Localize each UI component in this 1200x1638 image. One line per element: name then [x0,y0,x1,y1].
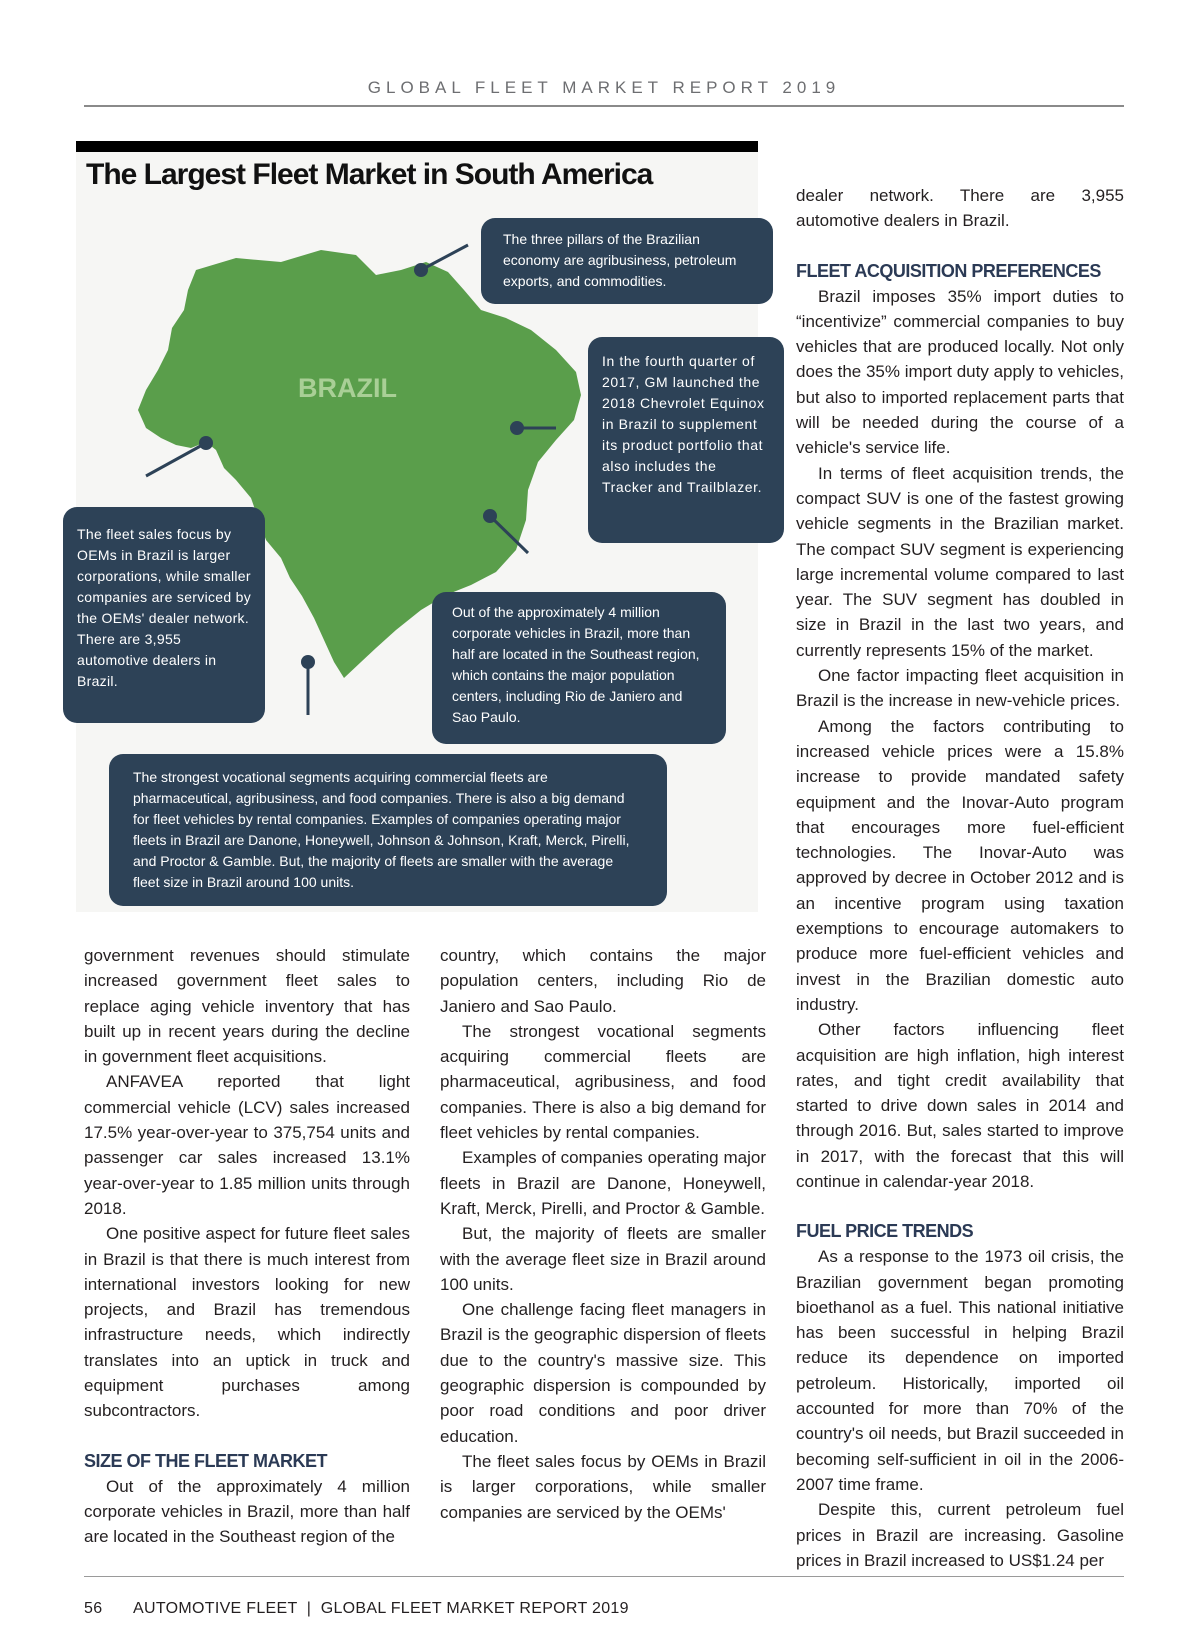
callout-gm-equinox: In the fourth quarter of 2017, GM launched the 2018 Chevrolet Equinox in Brazil to supplement its product portfolio that also includes the Tracker and Trailblazer. [588,337,784,543]
paragraph: government revenues should stimulate increased government fleet sales to replace aging vehicle inventory that has built up in recent years during the decline in government fleet acquisitions. [84,946,410,1067]
paragraph: Examples of companies operating major fleets in Brazil are Danone, Honeywell, Kraft, Merck, Pirelli, and Proctor & Gamble. [440,1148,766,1218]
paragraph: One factor impacting fleet acquisition in Brazil is the increase in new-vehicle prices. [796,666,1124,711]
paragraph: The strongest vocational segments acquiring commercial fleets are pharmaceutical, agribusiness, and food companies. There is also a big demand for fleet vehicles by rental companies. [440,1021,766,1143]
paragraph: Out of the approximately 4 million corporate vehicles in Brazil, more than half are located in the Southeast region of the [84,1476,410,1547]
section-heading-fleet-size: SIZE OF THE FLEET MARKET [84,1450,327,1471]
infographic-title: The Largest Fleet Market in South America [86,158,653,191]
map-label: BRAZIL [298,373,397,403]
paragraph: Brazil imposes 35% import duties to “incentivize” commercial companies to buy vehicles that are produced locally. Not only does the 35% import duty apply to vehicles, but also to imported replacement parts that will be needed during the course of a vehicle's service life. [796,286,1124,458]
callout-southeast-region: Out of the approximately 4 million corporate vehicles in Brazil, more than half are located in the Southeast region, which contains the major population centers, including Rio de Janiero and Sao Paulo. [432,592,726,744]
paragraph: Despite this, current petroleum fuel prices in Brazil are increasing. Gasoline prices in Brazil increased to US$1.24 per [796,1500,1124,1570]
callout-oem-focus: The fleet sales focus by OEMs in Brazil is larger corporations, while smaller companies are serviced by the OEMs' dealer network. There are 3,955 automotive dealers in Brazil. [63,507,265,723]
paragraph: One positive aspect for future fleet sales in Brazil is that there is much interest from international investors looking for new projects, and Brazil has tremendous infrastructure needs, which indirectly translates into an uptick in truck and equipment purchases among subcontractors. [84,1224,410,1421]
section-heading-fuel-price: FUEL PRICE TRENDS [796,1221,974,1242]
header-rule [84,105,1124,107]
section-heading-acquisition: FLEET ACQUISITION PREFERENCES [796,260,1101,281]
body-column-2 [440,943,766,1525]
paragraph: In terms of fleet acquisition trends, the compact SUV is one of the fastest growing vehicle segments in the Brazilian market. The compact SUV segment is experiencing large incremental volume compared to last year. The SUV segment has doubled in size in Brazil in the last two years, and currently represents 15% of the market. [796,463,1124,660]
paragraph: The fleet sales focus by OEMs in Brazil is larger corporations, while smaller companies are serviced by the OEMs' [440,1451,766,1522]
page-number: 56 [84,1600,103,1617]
running-header: GLOBAL FLEET MARKET REPORT 2019 [367,78,841,97]
body-column-1 [84,943,410,1550]
paragraph: Among the factors contributing to increased vehicle prices were a 15.8% increase to provide mandated safety equipment and the Inovar-Auto program that encourages more fuel-efficient technologies. The Inovar-Auto was approved by decree in October 2012 and is an incentive program using taxation exemptions to encourage automakers to produce more fuel-efficient vehicles and invest in the Brazilian domestic auto industry. [796,716,1124,1014]
paragraph: ANFAVEA reported that light commercial vehicle (LCV) sales increased 17.5% year-over-year to 375,754 units and passenger car sales increased 13.1% year-over-year to 1.85 million units through 2018. [84,1072,410,1218]
page-footer [84,1600,629,1618]
infographic-top-bar [76,141,758,152]
footer-publication: AUTOMOTIVE FLEET | GLOBAL FLEET MARKET REPORT 2019 [133,1600,629,1617]
body-column-3 [796,183,1124,1573]
callout-vocational-segments: The strongest vocational segments acquiring commercial fleets are pharmaceutical, agribusiness, and food companies. There is also a big demand for fleet vehicles by rental companies. Examples of companies operating major fleets in Brazil are Danone, Honeywell, Johnson & Johnson, Kraft, Merck, Pirelli, and Proctor & Gamble. But, the majority of fleets are smaller with the average fleet size in Brazil around 100 units. [109,754,667,906]
paragraph: But, the majority of fleets are smaller with the average fleet size in Brazil around 100 units. [440,1224,766,1294]
footer-rule [84,1576,1124,1577]
paragraph: As a response to the 1973 oil crisis, the Brazilian government began promoting bioethanol as a fuel. This national initiative has been successful in helping Brazil reduce its dependence on imported petroleum. Historically, imported oil accounted for more than 70% of the country's oil needs, but Brazil succeeded in becoming self-sufficient in oil in the 2006-2007 time frame. [796,1247,1124,1494]
paragraph: country, which contains the major population centers, including Rio de Janiero and Sao Paulo. [440,946,766,1016]
callout-economy-pillars: The three pillars of the Brazilian economy are agribusiness, petroleum exports, and commodities. [481,218,773,304]
paragraph: One challenge facing fleet managers in Brazil is the geographic dispersion of fleets due to the country's massive size. This geographic dispersion is compounded by poor road conditions and poor driver education. [440,1300,766,1446]
connector-vocational [301,655,315,715]
paragraph: Other factors influencing fleet acquisition are high inflation, high interest rates, and tight credit availability that started to drive down sales in 2014 and through 2016. But, sales started to improve in 2017, with the forecast that this will continue in calendar-year 2018. [796,1020,1124,1191]
paragraph: dealer network. There are 3,955 automotive dealers in Brazil. [796,186,1124,231]
